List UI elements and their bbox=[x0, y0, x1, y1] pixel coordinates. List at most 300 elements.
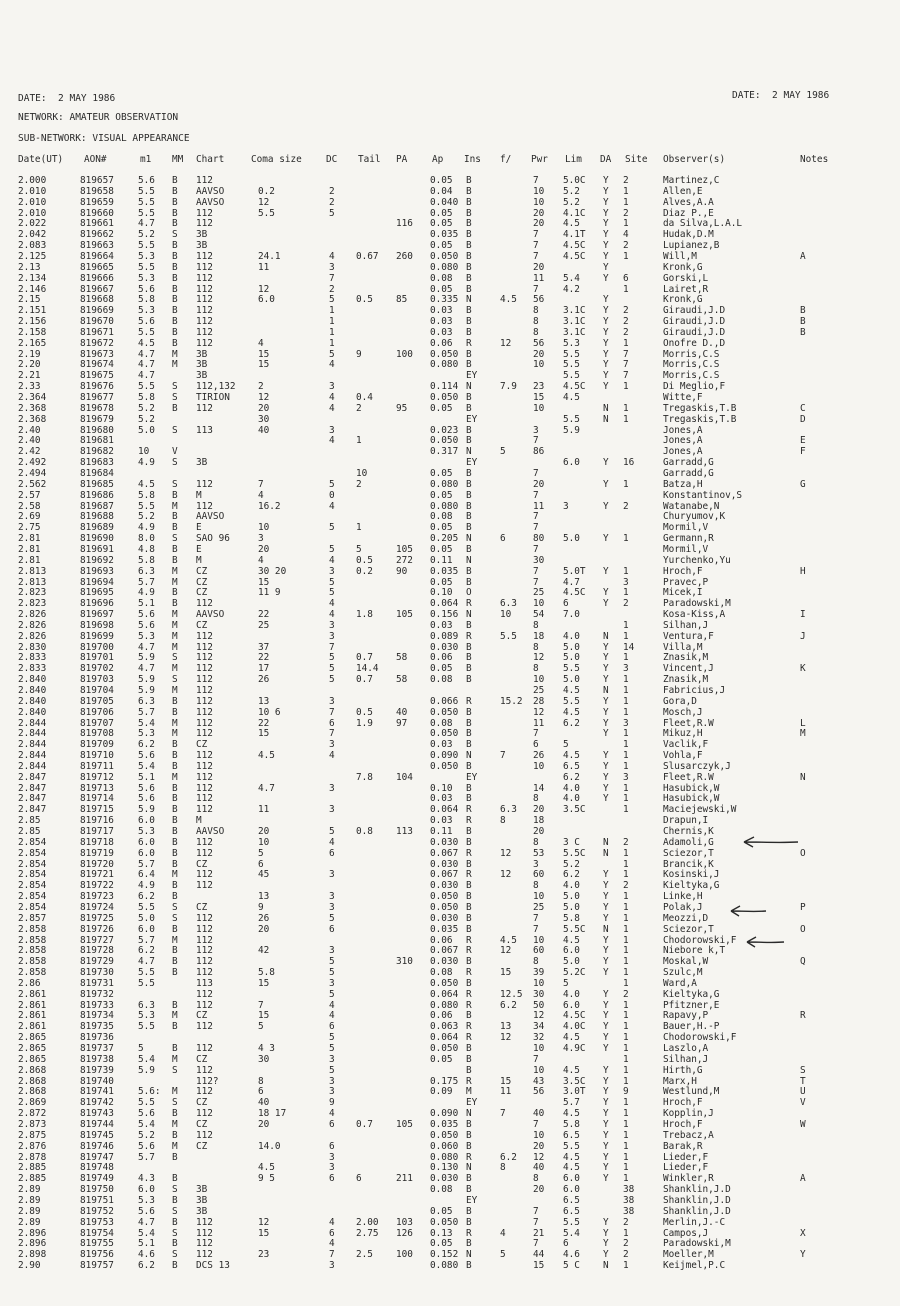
cell-aon: 819708 bbox=[80, 728, 114, 740]
cell-ins: R bbox=[466, 1227, 472, 1239]
cell-da: Y bbox=[603, 1216, 609, 1228]
table-row bbox=[0, 642, 900, 653]
cell-note: H bbox=[800, 565, 806, 577]
cell-chart: 112 bbox=[196, 250, 213, 262]
table-row bbox=[0, 978, 900, 989]
cell-chart: 112 bbox=[196, 652, 213, 664]
cell-coma-size: 10 bbox=[258, 836, 270, 848]
cell-site: 14 bbox=[623, 641, 635, 653]
cell-m1: 5.0 bbox=[138, 912, 155, 924]
table-row bbox=[0, 1162, 900, 1173]
cell-pwr: 10 bbox=[533, 402, 545, 414]
cell-tail: 7.8 bbox=[356, 771, 373, 783]
col-pwr: Pwr bbox=[531, 154, 548, 165]
cell-lim: 5.0C bbox=[563, 175, 586, 186]
cell-ap: 0.063 bbox=[430, 1021, 459, 1033]
cell-site: 1 bbox=[623, 1021, 629, 1033]
cell-chart: 112 bbox=[196, 706, 213, 718]
cell-ap: 0.03 bbox=[430, 619, 453, 631]
table-row bbox=[0, 696, 900, 707]
cell-pwr: 7 bbox=[533, 728, 539, 740]
table-row bbox=[0, 815, 900, 826]
cell-ap: 0.064 bbox=[430, 598, 459, 610]
cell-site: 1 bbox=[623, 1108, 629, 1120]
cell-da: Y bbox=[603, 1108, 609, 1120]
cell-da: Y bbox=[603, 652, 609, 664]
cell-pwr: 7 bbox=[533, 912, 539, 924]
cell-ins: N bbox=[466, 554, 472, 566]
cell-ap: 0.050 bbox=[430, 435, 459, 447]
cell-aon: 819754 bbox=[80, 1227, 114, 1239]
cell-aon: 819674 bbox=[80, 359, 114, 371]
cell-pwr: 56 bbox=[533, 294, 545, 306]
cell-mm: B bbox=[172, 1173, 178, 1185]
cell-m1: 4.7 bbox=[138, 218, 155, 230]
cell-mm: B bbox=[172, 489, 178, 501]
cell-date: 2.368 bbox=[18, 402, 47, 414]
cell-m1: 6.3 bbox=[138, 695, 155, 707]
cell-da: Y bbox=[603, 316, 609, 327]
cell-lim: 5.2 bbox=[563, 196, 580, 208]
cell-date: 2.823 bbox=[18, 598, 47, 610]
cell-ap: 0.130 bbox=[430, 1162, 459, 1174]
cell-observer: Gorski,L bbox=[663, 272, 709, 284]
cell-dc: 3 bbox=[329, 381, 335, 393]
cell-f: 12 bbox=[500, 337, 512, 349]
cell-m1: 5.2 bbox=[138, 229, 155, 241]
cell-date: 2.165 bbox=[18, 337, 47, 349]
col-mm: MM bbox=[172, 154, 184, 165]
cell-pa: 100 bbox=[396, 1249, 413, 1261]
cell-da: Y bbox=[603, 185, 609, 197]
table-row bbox=[0, 425, 900, 436]
col-coma-size: Coma size bbox=[251, 154, 302, 165]
cell-ins: B bbox=[466, 359, 472, 371]
cell-m1: 4.7 bbox=[138, 370, 155, 382]
cell-pwr: 32 bbox=[533, 1032, 545, 1044]
cell-date: 2.868 bbox=[18, 1086, 47, 1098]
cell-mm: B bbox=[172, 1194, 178, 1206]
cell-observer: Drapun,I bbox=[663, 815, 709, 827]
cell-lim: 4.5 bbox=[563, 750, 580, 761]
cell-mm: B bbox=[172, 522, 178, 534]
cell-observer: Silhan,J bbox=[663, 1053, 709, 1065]
cell-date: 2.75 bbox=[18, 522, 41, 534]
table-row bbox=[0, 685, 900, 696]
cell-observer: Germann,R bbox=[663, 533, 714, 544]
cell-aon: 819734 bbox=[80, 1010, 114, 1022]
cell-dc: 6 bbox=[329, 923, 335, 935]
table-row bbox=[0, 1054, 900, 1065]
cell-da: Y bbox=[603, 945, 609, 957]
cell-lim: 4.5 bbox=[563, 1151, 580, 1163]
cell-site: 2 bbox=[623, 598, 629, 610]
cell-da: Y bbox=[603, 196, 609, 208]
cell-lim: 6.2 bbox=[563, 869, 580, 881]
cell-mm: M bbox=[172, 1118, 178, 1130]
cell-date: 2.840 bbox=[18, 685, 47, 696]
cell-date: 2.042 bbox=[18, 229, 47, 241]
cell-lim: 4.0 bbox=[563, 793, 580, 805]
cell-m1: 5.2 bbox=[138, 511, 155, 523]
cell-date: 2.57 bbox=[18, 489, 41, 501]
cell-mm: B bbox=[172, 1260, 178, 1271]
cell-observer: Ward,A bbox=[663, 977, 697, 989]
cell-da: Y bbox=[603, 674, 609, 686]
cell-ap: 0.335 bbox=[430, 294, 459, 306]
cell-date: 2.872 bbox=[18, 1108, 47, 1120]
cell-ins: B bbox=[466, 348, 472, 360]
cell-f: 8 bbox=[500, 1162, 506, 1174]
cell-da: Y bbox=[603, 728, 609, 740]
cell-dc: 6 bbox=[329, 847, 335, 859]
cell-date: 2.826 bbox=[18, 609, 47, 620]
cell-observer: Mormil,V bbox=[663, 522, 709, 534]
cell-ins: B bbox=[466, 912, 472, 924]
cell-observer: Lupianez,B bbox=[663, 240, 720, 252]
cell-da: Y bbox=[603, 912, 609, 924]
cell-lim: 4.5 bbox=[563, 706, 580, 718]
col-notes: Notes bbox=[800, 154, 829, 165]
cell-chart: AAVSO bbox=[196, 609, 225, 620]
hand-drawn-arrow-icon bbox=[744, 936, 786, 950]
cell-date: 2.876 bbox=[18, 1140, 47, 1152]
cell-aon: 819686 bbox=[80, 489, 114, 501]
cell-chart: 112 bbox=[196, 912, 213, 924]
cell-aon: 819664 bbox=[80, 250, 114, 262]
cell-pwr: 12 bbox=[533, 1151, 545, 1163]
cell-ins: O bbox=[466, 587, 472, 599]
table-row bbox=[0, 739, 900, 750]
cell-ins: R bbox=[466, 869, 472, 881]
cell-site: 1 bbox=[623, 858, 629, 870]
cell-ins: R bbox=[466, 1032, 472, 1044]
cell-date: 2.000 bbox=[18, 175, 47, 186]
cell-date: 2.840 bbox=[18, 695, 47, 707]
cell-m1: 6.0 bbox=[138, 1184, 155, 1195]
cell-date: 2.19 bbox=[18, 348, 41, 360]
table-row bbox=[0, 1173, 900, 1184]
cell-lim: 5.0 bbox=[563, 956, 580, 968]
cell-ap: 0.11 bbox=[430, 554, 453, 566]
cell-site: 1 bbox=[623, 533, 629, 544]
cell-mm: S bbox=[172, 1184, 178, 1195]
cell-pwr: 7 bbox=[533, 1205, 539, 1217]
cell-observer: Hroch,F bbox=[663, 1097, 703, 1109]
table-row bbox=[0, 1010, 900, 1021]
cell-observer: Maciejewski,W bbox=[663, 804, 737, 816]
cell-date: 2.885 bbox=[18, 1173, 47, 1185]
cell-observer: Silhan,J bbox=[663, 619, 709, 631]
cell-pwr: 11 bbox=[533, 272, 545, 284]
cell-m1: 5.3 bbox=[138, 1194, 155, 1206]
cell-mm: M bbox=[172, 728, 178, 740]
cell-aon: 819745 bbox=[80, 1129, 114, 1141]
cell-site: 1 bbox=[623, 185, 629, 197]
cell-mm: B bbox=[172, 543, 178, 555]
cell-coma-size: 4 bbox=[258, 337, 264, 349]
cell-aon: 819719 bbox=[80, 847, 114, 859]
col-ap: Ap bbox=[432, 154, 444, 165]
table-row bbox=[0, 1260, 900, 1271]
cell-mm: B bbox=[172, 294, 178, 306]
cell-ins: N bbox=[466, 1108, 472, 1120]
cell-pwr: 7 bbox=[533, 435, 539, 447]
cell-aon: 819753 bbox=[80, 1216, 114, 1228]
cell-date: 2.844 bbox=[18, 728, 47, 740]
cell-ins: B bbox=[466, 880, 472, 892]
cell-pwr: 18 bbox=[533, 630, 545, 642]
cell-note: E bbox=[800, 435, 806, 447]
cell-da: Y bbox=[603, 229, 609, 241]
cell-ins: B bbox=[466, 316, 472, 327]
cell-date: 2.896 bbox=[18, 1227, 47, 1239]
cell-observer: Meozzi,D bbox=[663, 912, 709, 924]
cell-note: Y bbox=[800, 1249, 806, 1261]
cell-dc: 4 bbox=[329, 435, 335, 447]
cell-dc: 3 bbox=[329, 901, 335, 913]
cell-ap: 0.030 bbox=[430, 858, 459, 870]
cell-site: 2 bbox=[623, 988, 629, 1000]
cell-chart: 112 bbox=[196, 771, 213, 783]
cell-dc: 4 bbox=[329, 1238, 335, 1250]
cell-pwr: 8 bbox=[533, 663, 539, 675]
cell-m1: 5.6 bbox=[138, 782, 155, 794]
cell-aon: 819684 bbox=[80, 467, 114, 479]
cell-lim: 5.0 bbox=[563, 652, 580, 664]
cell-lim: 5.0 bbox=[563, 891, 580, 903]
cell-m1: 4.9 bbox=[138, 457, 155, 469]
cell-da: Y bbox=[603, 695, 609, 707]
cell-ins: R bbox=[466, 630, 472, 642]
cell-chart: 112 bbox=[196, 923, 213, 935]
cell-m1: 6.4 bbox=[138, 869, 155, 881]
cell-da: Y bbox=[603, 880, 609, 892]
cell-chart: CZ bbox=[196, 1118, 208, 1130]
cell-aon: 819658 bbox=[80, 185, 114, 197]
cell-lim: 4.5 bbox=[563, 685, 580, 696]
cell-date: 2.840 bbox=[18, 674, 47, 686]
cell-mm: S bbox=[172, 652, 178, 664]
cell-aon: 819750 bbox=[80, 1184, 114, 1195]
cell-m1: 5.6 bbox=[138, 609, 155, 620]
cell-observer: Hroch,F bbox=[663, 565, 703, 577]
cell-aon: 819727 bbox=[80, 934, 114, 946]
cell-observer: Slusarczyk,J bbox=[663, 760, 731, 772]
cell-pwr: 40 bbox=[533, 1162, 545, 1174]
cell-note: L bbox=[800, 717, 806, 729]
cell-aon: 819677 bbox=[80, 392, 114, 403]
cell-chart: M bbox=[196, 554, 202, 566]
cell-observer: Allen,E bbox=[663, 185, 703, 197]
cell-ins: R bbox=[466, 934, 472, 946]
cell-da: Y bbox=[603, 1249, 609, 1261]
cell-observer: Campos,J bbox=[663, 1227, 709, 1239]
cell-ins: B bbox=[466, 619, 472, 631]
cell-mm: M bbox=[172, 771, 178, 783]
cell-aon: 819696 bbox=[80, 598, 114, 610]
cell-chart: SAO 96 bbox=[196, 533, 230, 544]
cell-ap: 0.06 bbox=[430, 337, 453, 349]
cell-m1: 5.6 bbox=[138, 1205, 155, 1217]
cell-pa: 58 bbox=[396, 674, 408, 686]
cell-observer: Barak,R bbox=[663, 1140, 703, 1152]
table-row bbox=[0, 1152, 900, 1163]
cell-pwr: 20 bbox=[533, 478, 545, 490]
cell-pwr: 10 bbox=[533, 934, 545, 946]
cell-chart: 112 bbox=[196, 261, 213, 273]
cell-ap: 0.064 bbox=[430, 1032, 459, 1044]
cell-lim: 4.0C bbox=[563, 1021, 586, 1033]
cell-site: 1 bbox=[623, 706, 629, 718]
cell-site: 2 bbox=[623, 1249, 629, 1261]
cell-site: 3 bbox=[623, 663, 629, 675]
table-row bbox=[0, 804, 900, 815]
cell-note: A bbox=[800, 250, 806, 262]
cell-ins: R bbox=[466, 1151, 472, 1163]
cell-pwr: 30 bbox=[533, 554, 545, 566]
cell-observer: Sciezor,T bbox=[663, 847, 714, 859]
cell-observer: Szulc,M bbox=[663, 967, 703, 978]
cell-ins: EY bbox=[466, 1194, 478, 1206]
cell-site: 1 bbox=[623, 956, 629, 968]
cell-site: 1 bbox=[623, 1227, 629, 1239]
cell-lim: 5.4 bbox=[563, 1227, 580, 1239]
cell-pwr: 10 bbox=[533, 1129, 545, 1141]
cell-observer: Yurchenko,Yu bbox=[663, 554, 731, 566]
cell-observer: Watanabe,N bbox=[663, 500, 720, 512]
cell-observer: Polak,J bbox=[663, 901, 703, 913]
cell-m1: 5.5 bbox=[138, 1097, 155, 1109]
cell-date: 2.158 bbox=[18, 326, 47, 338]
cell-observer: Batza,H bbox=[663, 478, 703, 490]
cell-da: Y bbox=[603, 587, 609, 599]
cell-date: 2.823 bbox=[18, 587, 47, 599]
cell-m1: 4.9 bbox=[138, 880, 155, 892]
cell-ap: 0.050 bbox=[430, 891, 459, 903]
cell-da: Y bbox=[603, 706, 609, 718]
cell-date: 2.492 bbox=[18, 457, 47, 469]
cell-observer: Adamoli,G bbox=[663, 836, 714, 848]
cell-dc: 1 bbox=[329, 337, 335, 349]
cell-ins: B bbox=[466, 196, 472, 208]
cell-observer: Moeller,M bbox=[663, 1249, 714, 1261]
cell-mm: M bbox=[172, 663, 178, 675]
cell-mm: B bbox=[172, 836, 178, 848]
cell-coma-size: 22 bbox=[258, 609, 270, 620]
cell-ins: B bbox=[466, 663, 472, 675]
cell-date: 2.847 bbox=[18, 804, 47, 816]
cell-ap: 0.067 bbox=[430, 847, 459, 859]
cell-m1: 5.2 bbox=[138, 402, 155, 414]
cell-tail: 1.9 bbox=[356, 717, 373, 729]
cell-ins: EY bbox=[466, 413, 478, 425]
cell-observer: Marx,H bbox=[663, 1075, 697, 1087]
cell-chart: 3B bbox=[196, 359, 208, 371]
cell-date: 2.833 bbox=[18, 652, 47, 664]
cell-chart: CZ bbox=[196, 587, 208, 599]
cell-pwr: 20 bbox=[533, 1184, 545, 1195]
cell-observer: Giraudi,J.D bbox=[663, 326, 726, 338]
cell-ins: R bbox=[466, 337, 472, 349]
cell-pwr: 7 bbox=[533, 576, 539, 588]
cell-observer: Kieltyka,G bbox=[663, 880, 720, 892]
cell-ins: B bbox=[466, 1260, 472, 1271]
cell-observer: Laszlo,A bbox=[663, 1043, 709, 1054]
cell-ins: B bbox=[466, 511, 472, 523]
cell-dc: 4 bbox=[329, 500, 335, 512]
cell-ap: 0.05 bbox=[430, 175, 453, 186]
table-row bbox=[0, 403, 900, 414]
cell-date: 2.58 bbox=[18, 500, 41, 512]
cell-date: 2.86 bbox=[18, 977, 41, 989]
cell-ins: B bbox=[466, 250, 472, 262]
cell-mm: S bbox=[172, 1064, 178, 1076]
cell-m1: 5.5 bbox=[138, 500, 155, 512]
cell-pwr: 7 bbox=[533, 923, 539, 935]
cell-pwr: 21 bbox=[533, 1227, 545, 1239]
cell-observer: Sciezor,T bbox=[663, 923, 714, 935]
cell-m1: 5.8 bbox=[138, 554, 155, 566]
cell-coma-size: 12 bbox=[258, 392, 270, 403]
table-row bbox=[0, 305, 900, 316]
cell-tail: 0.5 bbox=[356, 294, 373, 306]
cell-lim: 5.5 bbox=[563, 413, 580, 425]
cell-ins: R bbox=[466, 1075, 472, 1087]
cell-dc: 6 bbox=[329, 1140, 335, 1152]
cell-lim: 3.1C bbox=[563, 316, 586, 327]
cell-site: 1 bbox=[623, 196, 629, 208]
cell-tail: 2.00 bbox=[356, 1216, 379, 1228]
table-row bbox=[0, 251, 900, 262]
cell-ap: 0.050 bbox=[430, 1043, 459, 1054]
cell-coma-size: 11 9 bbox=[258, 587, 281, 599]
cell-pwr: 80 bbox=[533, 533, 545, 544]
cell-site: 1 bbox=[623, 999, 629, 1011]
table-row bbox=[0, 1206, 900, 1217]
cell-mm: B bbox=[172, 1238, 178, 1250]
cell-ap: 0.05 bbox=[430, 489, 453, 501]
cell-observer: Znasik,M bbox=[663, 674, 709, 686]
cell-pa: 97 bbox=[396, 717, 408, 729]
cell-dc: 4 bbox=[329, 598, 335, 610]
cell-aon: 819660 bbox=[80, 207, 114, 219]
cell-pwr: 20 bbox=[533, 207, 545, 219]
cell-mm: M bbox=[172, 348, 178, 360]
cell-site: 1 bbox=[623, 847, 629, 859]
cell-observer: Churyumov,K bbox=[663, 511, 726, 523]
cell-coma-size: 0.2 bbox=[258, 185, 275, 197]
cell-site: 1 bbox=[623, 1162, 629, 1174]
cell-da: N bbox=[603, 836, 609, 848]
cell-aon: 819755 bbox=[80, 1238, 114, 1250]
cell-observer: Pravec,P bbox=[663, 576, 709, 588]
cell-aon: 819735 bbox=[80, 1021, 114, 1033]
cell-coma-size: 11 bbox=[258, 261, 270, 273]
cell-dc: 3 bbox=[329, 1151, 335, 1163]
cell-date: 2.151 bbox=[18, 305, 47, 317]
cell-site: 1 bbox=[623, 782, 629, 794]
table-row bbox=[0, 793, 900, 804]
table-row bbox=[0, 891, 900, 902]
cell-da: Y bbox=[603, 967, 609, 978]
cell-lim: 5.0T bbox=[563, 565, 586, 577]
table-row bbox=[0, 1184, 900, 1195]
cell-observer: Fleet,R.W bbox=[663, 717, 714, 729]
cell-coma-size: 6.0 bbox=[258, 294, 275, 306]
cell-mm: B bbox=[172, 760, 178, 772]
cell-aon: 819752 bbox=[80, 1205, 114, 1217]
